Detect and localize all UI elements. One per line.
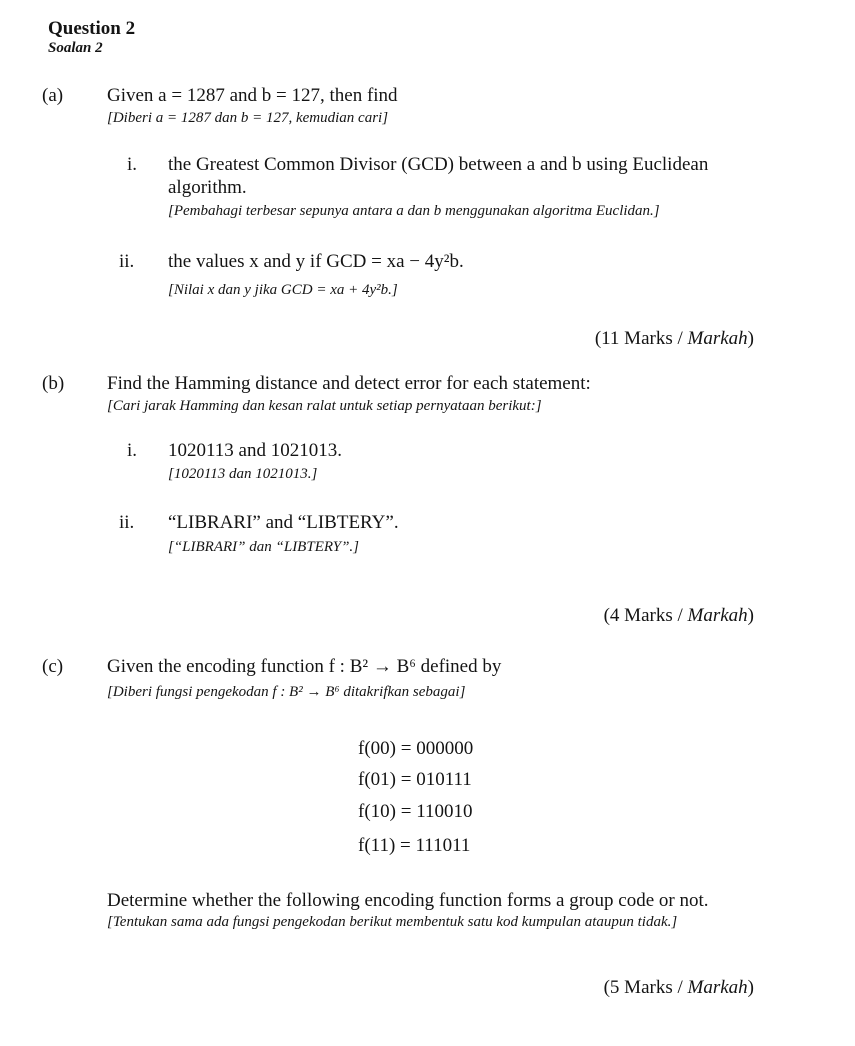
part-a-question-malay: [Diberi a = 1287 dan b = 127, kemudian cari] <box>107 110 389 126</box>
part-c-determine-malay: [Tentukan sama ada fungsi pengekodan berikut membentuk satu kod kumpulan ataupun tidak.] <box>107 914 678 930</box>
part-b-ii-text: “LIBRARI” and “LIBTERY”. <box>168 512 399 533</box>
encoding-equation: f(10) = 110010 <box>358 801 473 822</box>
part-a-i-text: the Greatest Common Divisor (GCD) between a and b using Euclidean <box>168 154 709 175</box>
part-a-i-label: i. <box>127 154 138 175</box>
encoding-equation: f(00) = 000000 <box>358 738 474 759</box>
part-b-marks: (4 Marks / Markah) <box>603 605 754 626</box>
part-c-determine: Determine whether the following encoding function forms a group code or not. <box>107 890 709 911</box>
part-c-question-malay: [Diberi fungsi pengekodan f : B² → B⁶ ditakrifkan sebagai] <box>107 684 466 700</box>
part-a-ii-text: the values x and y if GCD = xa − 4y²b. <box>168 251 464 272</box>
part-a-i-malay: [Pembahagi terbesar sepunya antara a dan b menggunakan algoritma Euclidan.] <box>168 203 660 219</box>
part-b-question: Find the Hamming distance and detect error for each statement: <box>107 373 591 394</box>
part-a-question: Given a = 1287 and b = 127, then find <box>107 85 398 106</box>
part-c-marks: (5 Marks / Markah) <box>603 977 754 998</box>
part-b-i-label: i. <box>127 440 138 461</box>
part-b-i-malay: [1020113 dan 1021013.] <box>168 466 318 482</box>
part-a-ii-label: ii. <box>119 251 135 272</box>
part-b-question-malay: [Cari jarak Hamming dan kesan ralat untuk setiap pernyataan berikut:] <box>107 398 542 414</box>
question-title: Question 2 <box>48 18 136 39</box>
part-a-label: (a) <box>42 85 64 106</box>
question-subtitle: Soalan 2 <box>48 40 103 56</box>
encoding-equation: f(11) = 111011 <box>358 835 471 856</box>
part-b-ii-malay: [“LIBRARI” dan “LIBTERY”.] <box>168 539 360 555</box>
encoding-equation: f(01) = 010111 <box>358 769 472 790</box>
part-b-ii-label: ii. <box>119 512 135 533</box>
part-a-ii-malay: [Nilai x dan y jika GCD = xa + 4y²b.] <box>168 282 398 298</box>
part-b-label: (b) <box>42 373 65 394</box>
part-a-i-text-cont: algorithm. <box>168 177 247 198</box>
part-c-label: (c) <box>42 656 64 677</box>
part-a-marks: (11 Marks / Markah) <box>594 328 754 349</box>
part-c-question: Given the encoding function f : B² → B⁶ defined by <box>107 656 502 677</box>
part-b-i-text: 1020113 and 1021013. <box>168 440 342 461</box>
